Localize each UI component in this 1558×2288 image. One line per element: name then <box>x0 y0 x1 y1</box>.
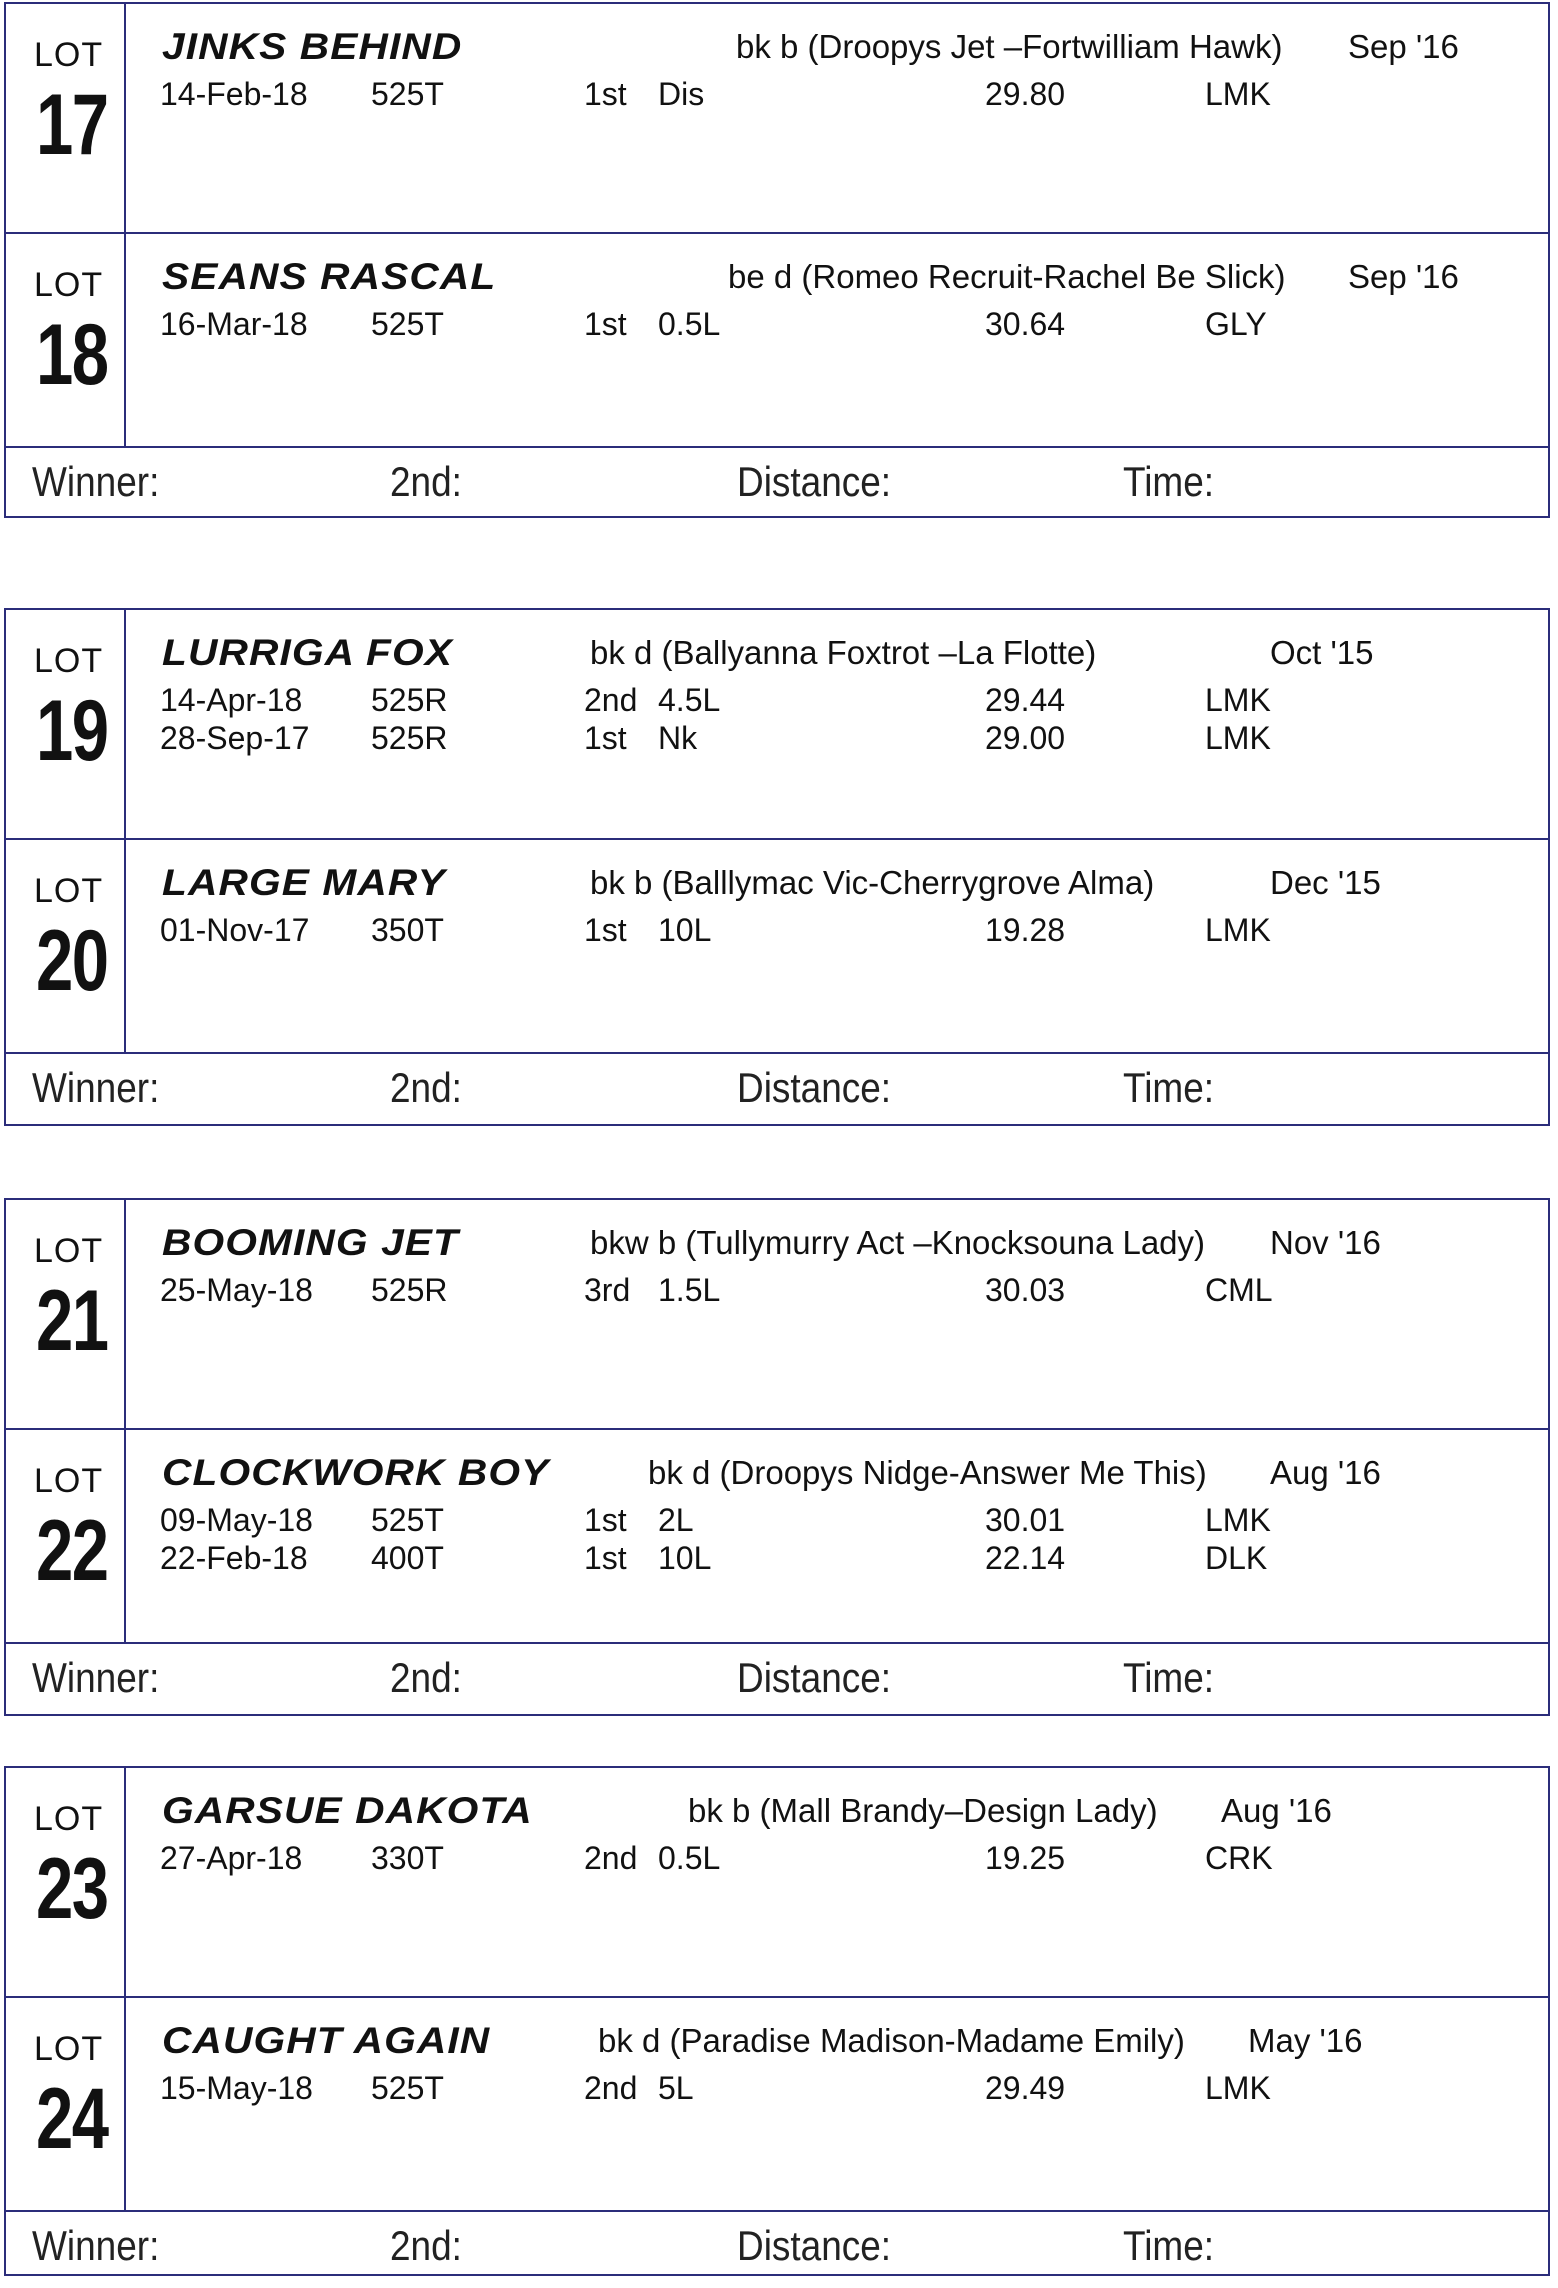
race-track: LMK <box>1205 1502 1271 1538</box>
lot-number-cell <box>6 1768 126 1996</box>
race-form-line <box>6 1840 1548 1878</box>
race-time: 30.64 <box>985 306 1066 342</box>
race-track: LMK <box>1205 76 1271 112</box>
race-time: 29.44 <box>985 682 1066 718</box>
race-form-line <box>6 76 1548 114</box>
race-time: 29.00 <box>985 720 1066 756</box>
time-label: Time: <box>1123 1654 1215 1701</box>
whelped-date: Sep '16 <box>1348 258 1459 295</box>
race-margin: 5L <box>658 2070 694 2106</box>
race-date: 22-Feb-18 <box>160 1540 308 1576</box>
race-distance: 525R <box>371 1272 448 1308</box>
result-entry-row <box>6 1642 1548 1720</box>
breeding-info: bk b (Droopys Jet –Fortwilliam Hawk) <box>736 28 1283 65</box>
lot-row <box>6 1996 1548 2212</box>
breeding-info: bk d (Ballyanna Foxtrot –La Flotte) <box>590 634 1097 671</box>
breeding-info: be d (Romeo Recruit-Rachel Be Slick) <box>728 258 1286 295</box>
second-label: 2nd: <box>390 1064 462 1111</box>
greyhound-name: JINKS BEHIND <box>162 26 463 67</box>
greyhound-name: BOOMING JET <box>162 1222 460 1263</box>
lot-label: LOT <box>34 1232 104 1270</box>
race-form-line <box>6 1502 1548 1540</box>
lot-row <box>6 1428 1548 1644</box>
lot-row <box>6 838 1548 1054</box>
race-time: 19.25 <box>985 1840 1066 1876</box>
lot-row <box>6 4 1548 232</box>
race-distance: 350T <box>371 912 444 948</box>
lot-card <box>4 1198 1550 1716</box>
greyhound-name: LURRIGA FOX <box>162 632 453 673</box>
distance-label: Distance: <box>737 1064 892 1111</box>
lot-number: 18 <box>36 307 108 403</box>
lot-card <box>4 608 1550 1126</box>
race-track: CML <box>1205 1272 1273 1308</box>
lot-row <box>6 1200 1548 1428</box>
race-margin: 10L <box>658 912 712 948</box>
breeding-info: bk b (Balllymac Vic-Cherrygrove Alma) <box>590 864 1155 901</box>
race-time: 29.80 <box>985 76 1066 112</box>
time-label: Time: <box>1123 1064 1215 1111</box>
result-entry-row <box>6 446 1548 524</box>
lot-number: 20 <box>36 913 108 1009</box>
race-margin: Dis <box>658 76 705 112</box>
race-form-line <box>6 1272 1548 1310</box>
whelped-date: Oct '15 <box>1270 634 1374 671</box>
race-distance: 525R <box>371 682 448 718</box>
lot-row <box>6 1768 1548 1996</box>
race-position: 1st <box>584 1502 627 1538</box>
distance-label: Distance: <box>737 2222 892 2269</box>
lot-label: LOT <box>34 36 104 74</box>
second-label: 2nd: <box>390 2222 462 2269</box>
race-position: 2nd <box>584 682 638 718</box>
race-date: 25-May-18 <box>160 1272 313 1308</box>
whelped-date: Aug '16 <box>1221 1792 1332 1829</box>
second-label: 2nd: <box>390 1654 462 1701</box>
race-form-line <box>6 720 1548 758</box>
race-time: 29.49 <box>985 2070 1066 2106</box>
lot-card <box>4 2 1550 518</box>
lot-number: 22 <box>36 1503 108 1599</box>
whelped-date: Nov '16 <box>1270 1224 1381 1261</box>
greyhound-name: CAUGHT AGAIN <box>162 2020 491 2061</box>
race-track: LMK <box>1205 682 1271 718</box>
race-track: DLK <box>1205 1540 1268 1576</box>
race-form-line <box>6 682 1548 720</box>
race-distance: 400T <box>371 1540 444 1576</box>
whelped-date: Sep '16 <box>1348 28 1459 65</box>
distance-label: Distance: <box>737 458 892 505</box>
race-date: 15-May-18 <box>160 2070 313 2106</box>
time-label: Time: <box>1123 458 1215 505</box>
race-margin: 0.5L <box>658 1840 721 1876</box>
lot-number: 17 <box>36 77 108 173</box>
race-margin: 4.5L <box>658 682 721 718</box>
second-label: 2nd: <box>390 458 462 505</box>
result-entry-row <box>6 1052 1548 1130</box>
race-track: GLY <box>1205 306 1267 342</box>
breeding-info: bk b (Mall Brandy–Design Lady) <box>688 1792 1158 1829</box>
race-position: 1st <box>584 306 627 342</box>
race-time: 30.03 <box>985 1272 1066 1308</box>
race-distance: 525T <box>371 76 444 112</box>
race-distance: 525T <box>371 2070 444 2106</box>
lot-number: 24 <box>36 2071 108 2167</box>
race-form-line <box>6 912 1548 950</box>
lot-card <box>4 1766 1550 2276</box>
lot-number: 19 <box>36 683 108 779</box>
lot-label: LOT <box>34 642 104 680</box>
winner-label: Winner: <box>32 2222 160 2269</box>
result-entry-row <box>6 2210 1548 2288</box>
race-position: 2nd <box>584 1840 638 1876</box>
race-position: 1st <box>584 720 627 756</box>
lot-number-cell <box>6 1200 126 1428</box>
distance-label: Distance: <box>737 1654 892 1701</box>
race-distance: 525T <box>371 306 444 342</box>
race-distance: 330T <box>371 1840 444 1876</box>
greyhound-name: GARSUE DAKOTA <box>162 1790 533 1831</box>
greyhound-name: CLOCKWORK BOY <box>162 1452 550 1493</box>
greyhound-name: LARGE MARY <box>162 862 446 903</box>
race-position: 3rd <box>584 1272 631 1308</box>
winner-label: Winner: <box>32 458 160 505</box>
race-date: 14-Feb-18 <box>160 76 308 112</box>
breeding-info: bk d (Droopys Nidge-Answer Me This) <box>648 1454 1207 1491</box>
race-track: CRK <box>1205 1840 1273 1876</box>
race-track: LMK <box>1205 912 1271 948</box>
race-date: 01-Nov-17 <box>160 912 310 948</box>
race-position: 1st <box>584 1540 627 1576</box>
time-label: Time: <box>1123 2222 1215 2269</box>
race-distance: 525R <box>371 720 448 756</box>
race-margin: 10L <box>658 1540 712 1576</box>
race-track: LMK <box>1205 720 1271 756</box>
lot-label: LOT <box>34 2030 104 2068</box>
race-position: 2nd <box>584 2070 638 2106</box>
whelped-date: Aug '16 <box>1270 1454 1381 1491</box>
lot-row <box>6 232 1548 448</box>
winner-label: Winner: <box>32 1064 160 1111</box>
lot-label: LOT <box>34 1462 104 1500</box>
race-form-line <box>6 1540 1548 1578</box>
lot-label: LOT <box>34 266 104 304</box>
race-date: 27-Apr-18 <box>160 1840 303 1876</box>
race-date: 14-Apr-18 <box>160 682 303 718</box>
race-date: 28-Sep-17 <box>160 720 310 756</box>
race-time: 19.28 <box>985 912 1066 948</box>
winner-label: Winner: <box>32 1654 160 1701</box>
lot-label: LOT <box>34 872 104 910</box>
lot-number: 23 <box>36 1841 108 1937</box>
race-time: 30.01 <box>985 1502 1066 1538</box>
race-time: 22.14 <box>985 1540 1066 1576</box>
whelped-date: May '16 <box>1248 2022 1363 2059</box>
lot-number: 21 <box>36 1273 108 1369</box>
race-position: 1st <box>584 912 627 948</box>
lot-number-cell <box>6 4 126 232</box>
race-position: 1st <box>584 76 627 112</box>
race-margin: 1.5L <box>658 1272 721 1308</box>
race-margin: Nk <box>658 720 698 756</box>
race-date: 09-May-18 <box>160 1502 313 1538</box>
race-date: 16-Mar-18 <box>160 306 308 342</box>
greyhound-name: SEANS RASCAL <box>162 256 497 297</box>
whelped-date: Dec '15 <box>1270 864 1381 901</box>
race-track: LMK <box>1205 2070 1271 2106</box>
race-margin: 0.5L <box>658 306 721 342</box>
breeding-info: bk d (Paradise Madison-Madame Emily) <box>598 2022 1185 2059</box>
race-form-line <box>6 2070 1548 2108</box>
race-form-line <box>6 306 1548 344</box>
breeding-info: bkw b (Tullymurry Act –Knocksouna Lady) <box>590 1224 1206 1261</box>
race-distance: 525T <box>371 1502 444 1538</box>
lot-label: LOT <box>34 1800 104 1838</box>
lot-row <box>6 610 1548 838</box>
race-margin: 2L <box>658 1502 694 1538</box>
